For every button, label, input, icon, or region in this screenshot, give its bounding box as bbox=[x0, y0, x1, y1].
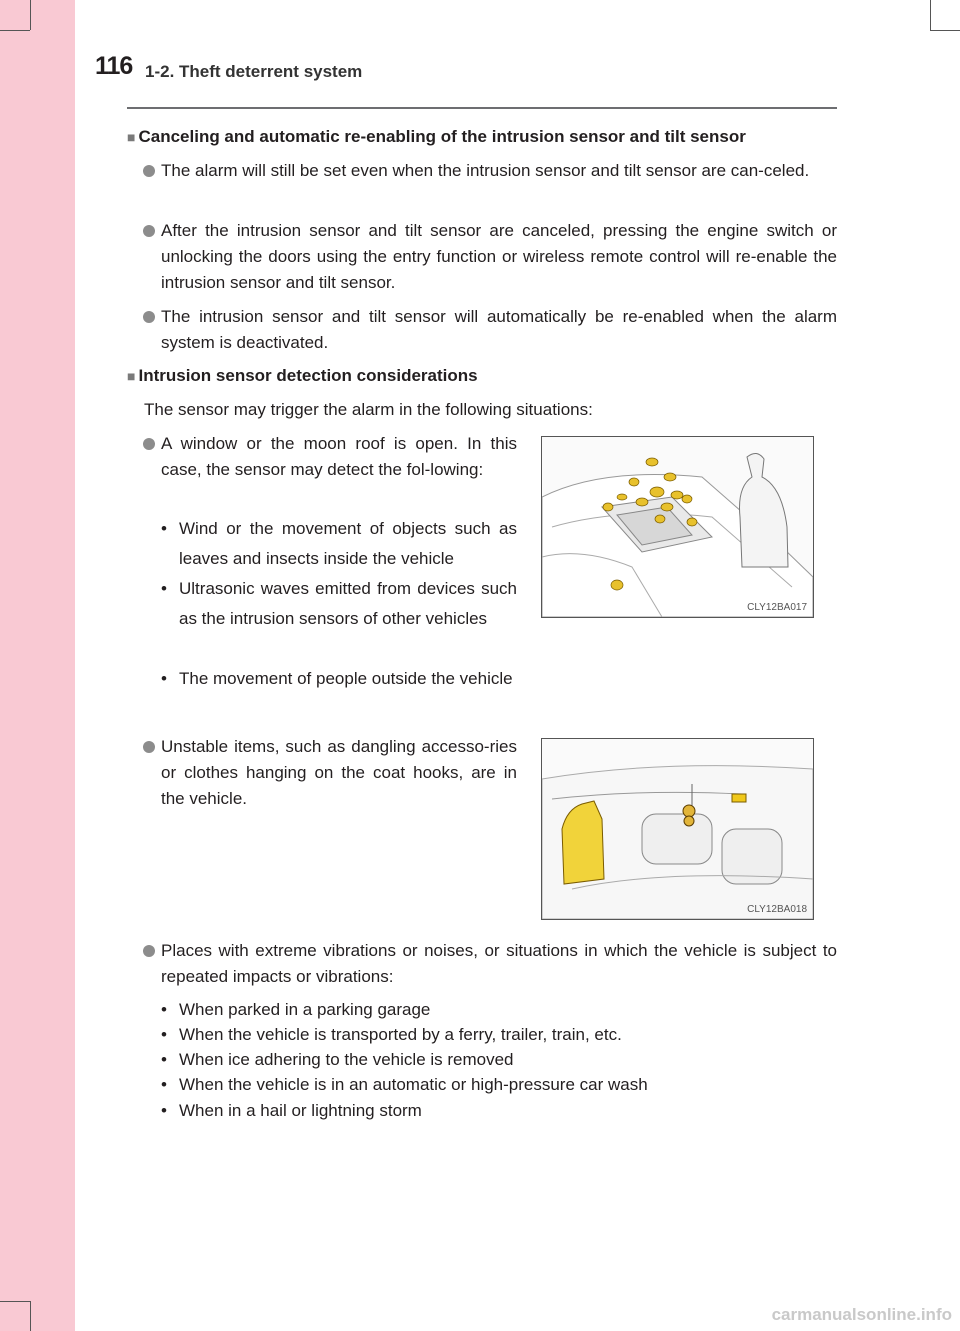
square-icon: ■ bbox=[127, 368, 136, 384]
sub-text: Wind or the movement of objects such as leaves and insects inside the vehicle bbox=[179, 519, 517, 568]
bullet-dot-icon bbox=[143, 945, 155, 957]
bullet-dot-icon bbox=[143, 311, 155, 323]
moonroof-drawing bbox=[542, 437, 813, 617]
heading-text: Intrusion sensor detection considerations bbox=[138, 366, 478, 385]
crop-mark bbox=[930, 0, 931, 30]
heading-canceling bbox=[127, 124, 837, 150]
sub-bullet: • bbox=[161, 669, 167, 688]
sub-text: When the vehicle is transported by a ferry, trailer, train, etc. bbox=[179, 1025, 622, 1044]
sub-text: When parked in a parking garage bbox=[179, 1000, 431, 1019]
sub-bullet: • bbox=[161, 579, 167, 598]
sub-bullet: • bbox=[161, 1025, 167, 1044]
sub-item bbox=[161, 997, 837, 1022]
bullet-dot-icon bbox=[143, 225, 155, 237]
section-title: 1-2. Theft deterrent system bbox=[145, 62, 363, 81]
sub-item bbox=[161, 1098, 837, 1123]
sub-text: When the vehicle is in an automatic or high-pressure car wash bbox=[179, 1075, 648, 1094]
crop-mark bbox=[930, 30, 960, 31]
crop-mark bbox=[30, 1301, 31, 1331]
crop-mark bbox=[0, 30, 30, 31]
sub-item bbox=[161, 1047, 837, 1072]
sub-bullet: • bbox=[161, 1075, 167, 1094]
illustration-interior bbox=[541, 738, 814, 920]
sub-bullet: • bbox=[161, 519, 167, 538]
paragraph: The alarm will still be set even when the intrusion sensor and tilt sensor are can-celed. bbox=[161, 161, 810, 180]
bullet-dot-icon bbox=[143, 165, 155, 177]
watermark: carmanualsonline.info bbox=[771, 1305, 952, 1324]
square-icon: ■ bbox=[127, 129, 136, 145]
sub-item bbox=[161, 514, 517, 574]
paragraph: A window or the moon roof is open. In this case, the sensor may detect the fol-lowing: bbox=[161, 434, 517, 479]
sub-text: Ultrasonic waves emitted from devices such as the intrusion sensors of other vehicles bbox=[179, 579, 517, 628]
paragraph: Places with extreme vibrations or noises, or situations in which the vehicle is subject to repeated impacts or vibrations: bbox=[161, 941, 837, 986]
illustration-moonroof bbox=[541, 436, 814, 618]
sub-bullet: • bbox=[161, 1000, 167, 1019]
paragraph: After the intrusion sensor and tilt sensor are canceled, pressing the engine switch or unlocking the doors using the entry function or wireless remote control will re-enable the intrusion sensor and tilt sensor. bbox=[161, 221, 837, 292]
page-number: 116 bbox=[95, 52, 133, 80]
paragraph: The intrusion sensor and tilt sensor will automatically be re-enabled when the alarm system is deactivated. bbox=[161, 307, 837, 352]
interior-drawing bbox=[542, 739, 813, 919]
crop-mark bbox=[30, 0, 31, 30]
figure-code: CLY12BA017 bbox=[747, 602, 807, 613]
bullet-dot-icon bbox=[143, 438, 155, 450]
sub-text: The movement of people outside the vehicle bbox=[179, 669, 513, 688]
sub-bullet: • bbox=[161, 1050, 167, 1069]
crop-mark bbox=[0, 1301, 30, 1302]
sub-text: When ice adhering to the vehicle is removed bbox=[179, 1050, 514, 1069]
bullet-dot-icon bbox=[143, 741, 155, 753]
sub-item bbox=[161, 1072, 837, 1097]
figure-code: CLY12BA018 bbox=[747, 904, 807, 915]
heading-text: Canceling and automatic re-enabling of the intrusion sensor and tilt sensor bbox=[138, 127, 746, 146]
sub-item bbox=[161, 1022, 837, 1047]
heading-intrusion bbox=[127, 363, 837, 389]
sub-item bbox=[161, 664, 517, 694]
paragraph: Unstable items, such as dangling accesso-ries or clothes hanging on the coat hooks, are in the vehicle. bbox=[161, 737, 517, 808]
sub-item bbox=[161, 574, 517, 634]
sub-bullet: • bbox=[161, 1101, 167, 1120]
sub-text: When in a hail or lightning storm bbox=[179, 1101, 422, 1120]
intro-text: The sensor may trigger the alarm in the following situations: bbox=[144, 400, 593, 419]
side-color-band bbox=[0, 0, 75, 1331]
header-rule bbox=[127, 107, 837, 109]
